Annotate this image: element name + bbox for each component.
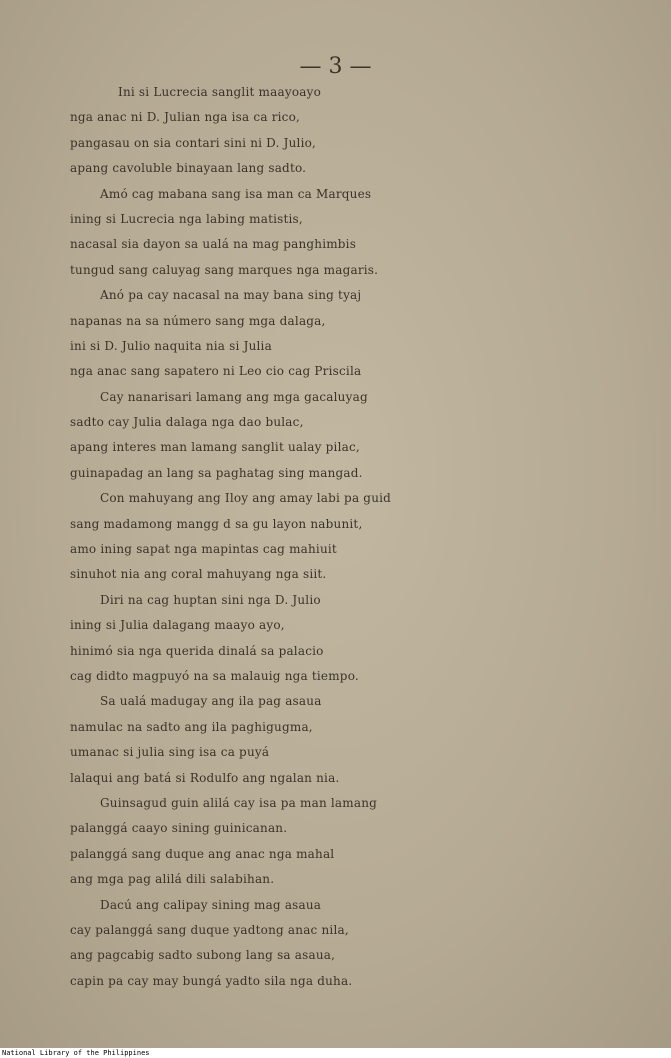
text-line: Dacú ang calipay sining mag asaua bbox=[100, 897, 322, 912]
text-line: apang cavoluble binayaan lang sadto. bbox=[70, 161, 307, 176]
text-line: pangasau on sia contari sini ni D. Julio, bbox=[70, 135, 317, 150]
text-line: tungud sang caluyag sang marques nga magaris. bbox=[70, 262, 379, 277]
text-line: nacasal sia dayon sa ualá na mag panghimbis bbox=[70, 237, 357, 252]
text-line: lalaqui ang batá si Rodulfo ang ngalan nia. bbox=[70, 770, 340, 785]
text-line: sadto cay Julia dalaga nga dao bulac, bbox=[70, 415, 304, 430]
text-line: amo ining sapat nga mapintas cag mahiuit bbox=[70, 542, 337, 557]
text-line: palanggá caayo sining guinicanan. bbox=[70, 821, 288, 836]
text-line: cay palanggá sang duque yadtong anac nila, bbox=[70, 922, 349, 937]
text-line: ining si Julia dalagang maayo ayo, bbox=[70, 618, 285, 633]
text-line: apang interes man lamang sanglit ualay pilac, bbox=[70, 440, 360, 455]
footer-credit: National Library of the Philippines bbox=[2, 1049, 150, 1057]
text-line: napanas na sa número sang mga dalaga, bbox=[70, 313, 326, 328]
page-number: — 3 — bbox=[299, 54, 372, 79]
text-line: namulac na sadto ang ila paghigugma, bbox=[70, 719, 313, 734]
text-line: cag didto magpuyó na sa malauig nga tiempo. bbox=[70, 668, 359, 683]
text-line: nga anac ni D. Julian nga isa ca rico, bbox=[70, 110, 301, 125]
text-line: capin pa cay may bungá yadto sila nga duha. bbox=[70, 973, 353, 988]
poem-text bbox=[0, 80, 671, 994]
text-line: ang mga pag alilá dili salabihan. bbox=[70, 872, 275, 887]
text-line: umanac si julia sing isa ca puyá bbox=[70, 745, 270, 760]
text-line: Amó cag mabana sang isa man ca Marques bbox=[100, 186, 372, 201]
text-line: hinimó sia nga querida dinalá sa palacio bbox=[70, 643, 324, 658]
text-line: Sa ualá madugay ang ila pag asaua bbox=[100, 694, 322, 709]
text-line: sinuhot nia ang coral mahuyang nga siit. bbox=[70, 567, 327, 582]
text-line: ini si D. Julio naquita nia si Julia bbox=[70, 338, 272, 353]
footer-bar bbox=[0, 1048, 671, 1058]
text-line: Anó pa cay nacasal na may bana sing tyaj bbox=[100, 288, 362, 303]
text-line: nga anac sang sapatero ni Leo cio cag Priscila bbox=[70, 364, 362, 379]
text-line: Guinsagud guin alilá cay isa pa man lamang bbox=[100, 795, 378, 810]
text-line: ining si Lucrecia nga labing matistis, bbox=[70, 211, 303, 226]
text-line: sang madamong mangg d sa gu layon nabunit, bbox=[70, 516, 363, 531]
text-line: Ini si Lucrecia sanglit maayoayo bbox=[118, 85, 321, 99]
text-line: Diri na cag huptan sini nga D. Julio bbox=[100, 592, 321, 607]
text-line: palanggá sang duque ang anac nga mahal bbox=[70, 846, 335, 861]
text-line: Con mahuyang ang Iloy ang amay labi pa guid bbox=[100, 491, 392, 506]
text-line: guinapadag an lang sa paghatag sing mangad. bbox=[70, 465, 363, 480]
text-line: Cay nanarisari lamang ang mga gacaluyag bbox=[100, 389, 368, 404]
text-line: ang pagcabig sadto subong lang sa asaua, bbox=[70, 948, 336, 963]
